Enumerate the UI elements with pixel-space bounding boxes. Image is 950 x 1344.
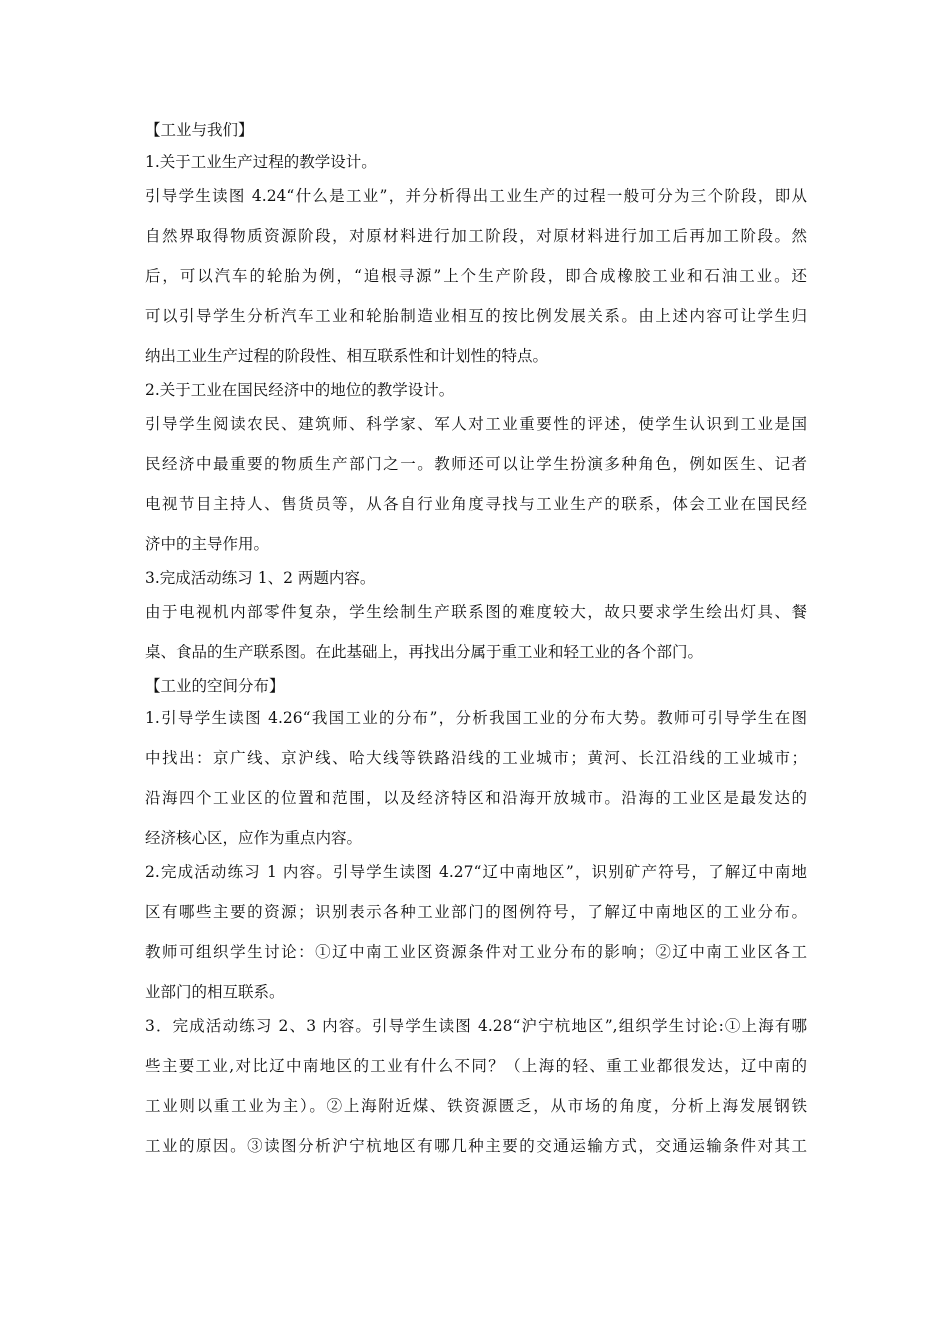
text-line: 纳出工业生产过程的阶段性、相互联系性和计划性的特点。	[145, 347, 549, 365]
text-line: 1.关于工业生产过程的教学设计。	[145, 153, 377, 171]
text-line: 工业则以重工业为主）。②上海附近煤、铁资源匮乏，从市场的角度，分析上海发展钢铁	[145, 1097, 807, 1115]
text-line: 由于电视机内部零件复杂，学生绘制生产联系图的难度较大，故只要求学生绘出灯具、餐	[145, 603, 807, 621]
section-heading: 【工业的空间分布】	[145, 677, 285, 695]
text-line: 引导学生读图 4.24“什么是工业”，并分析得出工业生产的过程一般可分为三个阶段，即从	[145, 187, 807, 205]
text-line: 2.关于工业在国民经济中的地位的教学设计。	[145, 381, 455, 399]
text-line: 3．完成活动练习 2、3 内容。引导学生读图 4.28“沪宁杭地区”,组织学生讨论:①上海有哪	[145, 1017, 807, 1035]
text-line: 经济核心区，应作为重点内容。	[145, 829, 363, 847]
section-heading: 【工业与我们】	[145, 121, 254, 139]
text-line: 后，可以汽车的轮胎为例，“追根寻源”上个生产阶段，即合成橡胶工业和石油工业。还	[145, 267, 807, 285]
text-line: 沿海四个工业区的位置和范围，以及经济特区和沿海开放城市。沿海的工业区是最发达的	[145, 789, 807, 807]
text-line: 电视节目主持人、售货员等，从各自行业角度寻找与工业生产的联系，体会工业在国民经	[145, 495, 807, 513]
text-line: 自然界取得物质资源阶段，对原材料进行加工阶段，对原材料进行加工后再加工阶段。然	[145, 227, 807, 245]
text-line: 民经济中最重要的物质生产部门之一。教师还可以让学生扮演多种角色，例如医生、记者	[145, 455, 807, 473]
text-line: 些主要工业,对比辽中南地区的工业有什么不同？（上海的轻、重工业都很发达，辽中南的	[145, 1057, 807, 1075]
text-line: 桌、食品的生产联系图。在此基础上，再找出分属于重工业和轻工业的各个部门。	[145, 643, 704, 661]
text-line: 中找出：京广线、京沪线、哈大线等铁路沿线的工业城市；黄河、长江沿线的工业城市；	[145, 749, 807, 767]
text-line: 可以引导学生分析汽车工业和轮胎制造业相互的按比例发展关系。由上述内容可让学生归	[145, 307, 807, 325]
text-line: 业部门的相互联系。	[145, 983, 285, 1001]
document-page	[145, 118, 807, 1174]
text-line: 工业的原因。③读图分析沪宁杭地区有哪几种主要的交通运输方式，交通运输条件对其工	[145, 1137, 807, 1155]
text-line: 教师可组织学生讨论：①辽中南工业区资源条件对工业分布的影响；②辽中南工业区各工	[145, 943, 807, 961]
text-line: 济中的主导作用。	[145, 535, 270, 553]
text-line: 3.完成活动练习 1、2 两题内容。	[145, 569, 376, 587]
text-line: 引导学生阅读农民、建筑师、科学家、军人对工业重要性的评述，使学生认识到工业是国	[145, 415, 807, 433]
text-line: 2.完成活动练习 1 内容。引导学生读图 4.27“辽中南地区”，识别矿产符号，了解辽中南地	[145, 863, 807, 881]
text-line: 1.引导学生读图 4.26“我国工业的分布”，分析我国工业的分布大势。教师可引导学生在图	[145, 709, 807, 727]
text-line: 区有哪些主要的资源；识别表示各种工业部门的图例符号，了解辽中南地区的工业分布。	[145, 903, 807, 921]
